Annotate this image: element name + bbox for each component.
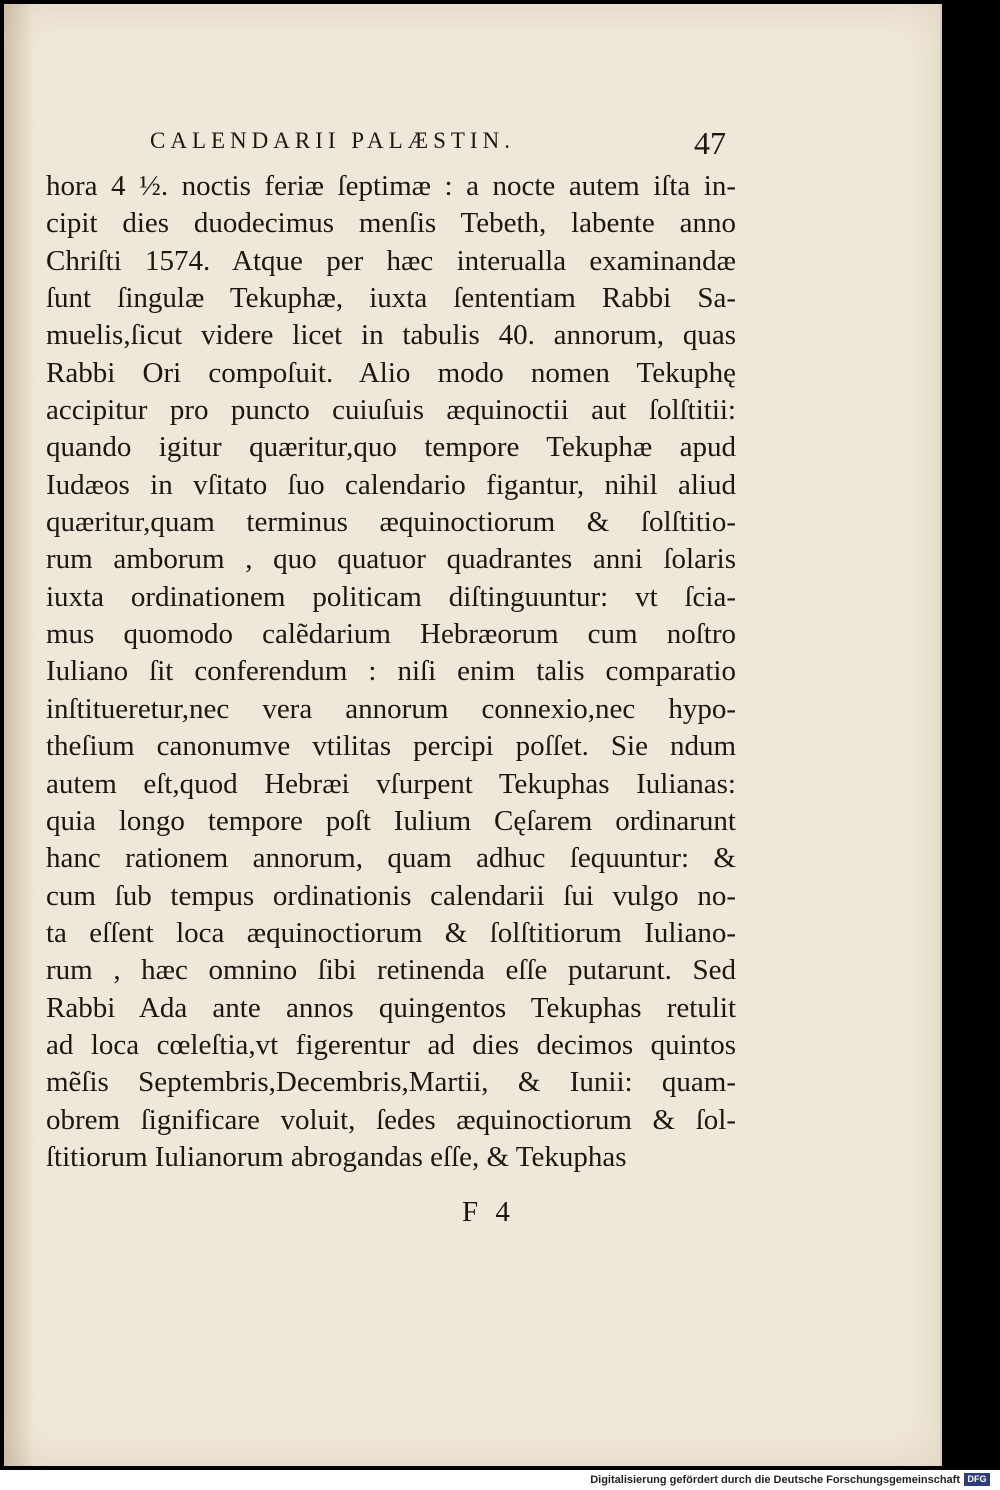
text-line: mẽſis Septembris,Decembris,Martii, & Iunii: quam- [46, 1066, 736, 1099]
running-head: CALENDARII PALÆSTIN. [150, 128, 515, 153]
text-line: rum , hæc omnino ſibi retinenda eſſe putarunt. Sed [46, 954, 736, 987]
text-line: cipit dies duodecimus menſis Tebeth, labente anno [46, 207, 736, 240]
text-line: quando igitur quæritur,quo tempore Tekuphæ apud [46, 431, 736, 464]
body-text [46, 168, 736, 1176]
text-line: autem eſt,quod Hebræi vſurpent Tekuphas Iulianas: [46, 767, 736, 800]
text-line: inſtitueretur,nec vera annorum connexio,nec hypo- [46, 692, 736, 725]
text-line: theſium canonumve vtilitas percipi poſſet. Sie ndum [46, 730, 736, 763]
text-line: Rabbi Ada ante annos quingentos Tekuphas retulit [46, 991, 736, 1024]
text-line: quæritur,quam terminus æquinoctiorum & ſolſtitio- [46, 506, 736, 539]
digitization-credit: Digitalisierung gefördert durch die Deutsche Forschungsgemeinschaft [590, 1474, 960, 1486]
text-line: ta eſſent loca æquinoctiorum & ſolſtitiorum Iuliano- [46, 916, 736, 949]
text-line: accipitur pro puncto cuiuſuis æquinoctii aut ſolſtitii: [46, 394, 736, 427]
text-line: Iudæos in vſitato ſuo calendario figantur, nihil aliud [46, 468, 736, 501]
page-gutter-shadow [4, 4, 34, 1466]
text-line: rum amborum , quo quatuor quadrantes anni ſolaris [46, 543, 736, 576]
text-line: hora 4 ½. noctis feriæ ſeptimæ : a nocte autem iſta in- [46, 170, 736, 202]
text-line: Chriſti 1574. Atque per hæc interualla examinandæ [46, 244, 736, 277]
text-line: cum ſub tempus ordinationis calendarii ſui vulgo no- [46, 879, 736, 912]
text-line: mus quomodo calẽdarium Hebræorum cum noſtro [46, 618, 736, 651]
text-line: ſunt ſingulæ Tekuphæ, iuxta ſententiam Rabbi Sa- [46, 282, 736, 315]
text-line: Iuliano ſit conferendum : niſi enim talis comparatio [46, 655, 736, 688]
text-line: quia longo tempore poſt Iulium Cęſarem ordinarunt [46, 804, 736, 837]
dfg-logo: DFG [964, 1473, 990, 1486]
text-line: hanc rationem annorum, quam adhuc ſequuntur: & [46, 842, 736, 875]
signature-mark: F 4 [462, 1196, 510, 1228]
text-line: ſtitiorum Iulianorum abrogandas eſſe, & Tekuphas [46, 1140, 627, 1173]
text-line: obrem ſignificare voluit, ſedes æquinoctiorum & ſol- [46, 1103, 736, 1136]
text-line: Rabbi Ori compoſuit. Alio modo nomen Tekuphę [46, 356, 736, 389]
page-number: 47 [694, 125, 726, 161]
text-line: muelis,ſicut videre licet in tabulis 40. annorum, quas [46, 319, 736, 352]
text-line: iuxta ordinationem politicam diſtinguuntur: vt ſcia- [46, 580, 736, 613]
text-line: ad loca cœleſtia,vt figerentur ad dies decimos quintos [46, 1028, 736, 1061]
